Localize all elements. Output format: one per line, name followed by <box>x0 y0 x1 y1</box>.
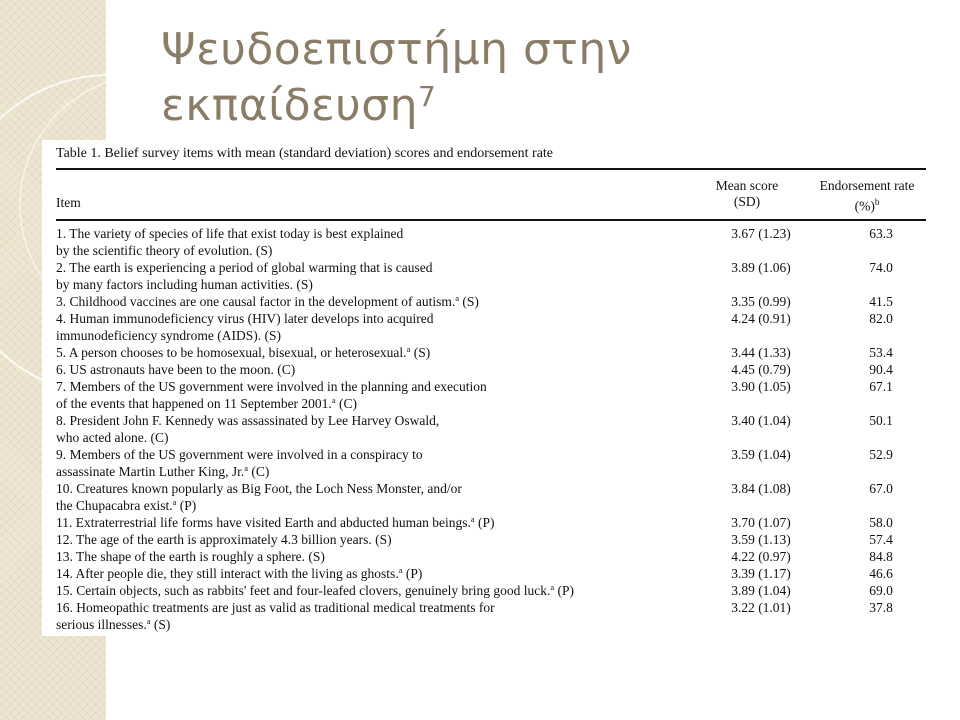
header-endorse-line1: Endorsement rate <box>819 178 915 193</box>
header-mean-line1: Mean score <box>715 178 779 193</box>
row-endorsement-rate: 84.8 <box>869 549 893 564</box>
row-mean-score: 4.45 (0.79) <box>731 362 791 377</box>
table-row <box>56 259 926 293</box>
footnote-marker: a <box>331 395 336 405</box>
row-item-text: 2. The earth is experiencing a period of global warming that is caused <box>56 260 433 275</box>
footnote-marker: a <box>470 514 475 524</box>
table-row <box>56 531 926 548</box>
row-mean-score: 3.89 (1.04) <box>731 583 791 598</box>
row-endorsement-rate: 69.0 <box>869 583 893 598</box>
row-item-text: 5. A person chooses to be homosexual, bisexual, or heterosexual.$^a$ (S) <box>56 344 431 360</box>
table-row <box>56 293 926 310</box>
row-item-text: 11. Extraterrestrial life forms have visited Earth and abducted human beings.$^a$ (P) <box>56 514 495 530</box>
table-row <box>56 344 926 361</box>
footnote-marker: a <box>455 293 460 303</box>
row-endorsement-rate: 50.1 <box>869 413 893 428</box>
footnote-marker: a <box>146 616 151 626</box>
row-item-text: serious illnesses.$^a$ (S) <box>56 616 171 632</box>
row-mean-score: 3.59 (1.04) <box>731 447 791 462</box>
slide-title-word: εκπαίδευση <box>161 80 419 131</box>
table-row <box>56 514 926 531</box>
table-row <box>56 582 926 599</box>
header-endorse-unit: (%) <box>854 198 875 214</box>
table-row <box>56 225 926 259</box>
row-endorsement-rate: 67.0 <box>869 481 893 496</box>
header-endorsement-rate <box>807 178 927 215</box>
table-row <box>56 378 926 412</box>
table-row <box>56 310 926 344</box>
table-top-rule <box>56 168 926 170</box>
header-mean-score <box>697 178 797 210</box>
row-item-text: 7. Members of the US government were involved in the planning and execution <box>56 379 487 394</box>
row-endorsement-rate: 41.5 <box>869 294 893 309</box>
slide-title-line1: Ψευδοεπιστήμη στην <box>161 24 632 75</box>
table-header-rule <box>56 219 926 221</box>
row-item-text: 13. The shape of the earth is roughly a sphere. (S) <box>56 549 325 564</box>
slide-title-line2 <box>161 78 632 134</box>
row-item-text: who acted alone. (C) <box>56 430 169 445</box>
row-endorsement-rate: 74.0 <box>869 260 893 275</box>
footnote-marker: a <box>244 463 248 473</box>
row-item-text: 16. Homeopathic treatments are just as valid as traditional medical treatments for <box>56 600 495 615</box>
row-mean-score: 3.35 (0.99) <box>731 294 791 309</box>
row-endorsement-rate: 57.4 <box>869 532 893 547</box>
row-item-text: 9. Members of the US government were involved in a conspiracy to <box>56 447 423 462</box>
footnote-marker: a <box>550 582 555 592</box>
row-mean-score: 4.22 (0.97) <box>731 549 791 564</box>
table-row <box>56 565 926 582</box>
row-item-text: 3. Childhood vaccines are one causal factor in the development of autism.$^a$ (S) <box>56 293 479 309</box>
row-endorsement-rate: 82.0 <box>869 311 893 326</box>
row-item-text: of the events that happened on 11 September 2001.$^a$ (C) <box>56 395 357 411</box>
header-endorse-line2 <box>807 194 927 215</box>
row-endorsement-rate: 67.1 <box>869 379 893 394</box>
table-row <box>56 599 926 633</box>
table-caption: Table 1. Belief survey items with mean (standard deviation) scores and endorsement rate <box>56 146 554 161</box>
row-endorsement-rate: 52.9 <box>869 447 893 462</box>
row-mean-score: 3.89 (1.06) <box>731 260 791 275</box>
row-mean-score: 3.70 (1.07) <box>731 515 791 530</box>
row-endorsement-rate: 58.0 <box>869 515 893 530</box>
slide-title <box>161 22 632 134</box>
footnote-marker: a <box>406 344 411 354</box>
table-row <box>56 412 926 446</box>
row-mean-score: 3.90 (1.05) <box>731 379 791 394</box>
row-endorsement-rate: 37.8 <box>869 600 893 615</box>
row-mean-score: 3.22 (1.01) <box>731 600 791 615</box>
row-item-text: 15. Certain objects, such as rabbits' feet and four-leafed clovers, genuinely bring good luck.$^a$ (P) <box>56 582 575 598</box>
row-endorsement-rate: 90.4 <box>869 362 893 377</box>
row-item-text: 10. Creatures known popularly as Big Foot, the Loch Ness Monster, and/or <box>56 481 462 496</box>
row-item-text: immunodeficiency syndrome (AIDS). (S) <box>56 328 281 343</box>
row-mean-score: 3.44 (1.33) <box>731 345 791 360</box>
row-item-text: by the scientific theory of evolution. (S) <box>56 243 273 258</box>
footnote-marker: a <box>398 565 403 575</box>
row-endorsement-rate: 63.3 <box>869 226 893 241</box>
row-item-text: 4. Human immunodeficiency virus (HIV) later develops into acquired <box>56 311 434 326</box>
table-row <box>56 480 926 514</box>
row-item-text: 14. After people die, they still interact with the living as ghosts.$^a$ (P) <box>56 565 423 581</box>
row-item-text: 12. The age of the earth is approximately 4.3 billion years. (S) <box>56 532 392 547</box>
table-row <box>56 548 926 565</box>
row-mean-score: 4.24 (0.91) <box>731 311 791 326</box>
row-item-text: by many factors including human activities. (S) <box>56 277 313 292</box>
row-mean-score: 3.59 (1.13) <box>731 532 791 547</box>
row-item-text: assassinate Martin Luther King, Jr.$^a$ (C) <box>56 463 270 479</box>
header-mean-line2: (SD) <box>733 194 761 209</box>
header-endorse-footnote: b <box>874 197 880 207</box>
slide-title-reference: 7 <box>418 80 437 113</box>
table-image <box>42 140 930 636</box>
row-item-text: the Chupacabra exist.$^a$ (P) <box>56 497 197 513</box>
row-mean-score: 3.67 (1.23) <box>731 226 791 241</box>
table-row <box>56 361 926 378</box>
footnote-marker: a <box>172 497 177 507</box>
row-mean-score: 3.39 (1.17) <box>731 566 791 581</box>
row-endorsement-rate: 46.6 <box>869 566 893 581</box>
header-item: Item <box>56 195 81 210</box>
row-endorsement-rate: 53.4 <box>869 345 893 360</box>
row-mean-score: 3.40 (1.04) <box>731 413 791 428</box>
row-mean-score: 3.84 (1.08) <box>731 481 791 496</box>
row-item-text: 6. US astronauts have been to the moon. (C) <box>56 362 296 377</box>
row-item-text: 8. President John F. Kennedy was assassinated by Lee Harvey Oswald, <box>56 413 440 428</box>
table-row <box>56 446 926 480</box>
row-item-text: 1. The variety of species of life that exist today is best explained <box>56 226 404 241</box>
table-body <box>56 225 926 633</box>
